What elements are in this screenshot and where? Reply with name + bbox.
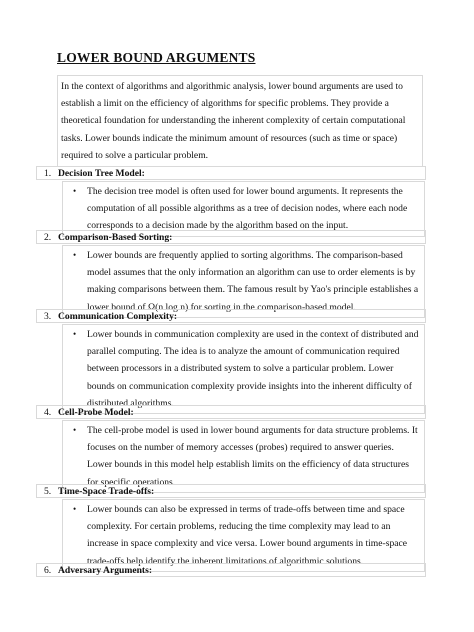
bullet-icon: • bbox=[73, 504, 77, 514]
list-item-communication-complexity bbox=[36, 309, 426, 414]
item-text: The decision tree model is often used for lower bound arguments. It represents the computation of all possible algorithms as a tree of decision nodes, where each node corresponds to a decision made by the algorithm based on the input. bbox=[87, 186, 408, 232]
item-number: 5. bbox=[44, 486, 52, 497]
item-heading-label: Communication Complexity: bbox=[58, 311, 178, 322]
list-item-decision-tree bbox=[36, 166, 426, 237]
item-number: 3. bbox=[44, 311, 52, 322]
item-body bbox=[62, 181, 425, 237]
item-heading-label: Time-Space Trade-offs: bbox=[58, 486, 155, 497]
list-item-cell-probe bbox=[36, 405, 426, 493]
list-item-adversary bbox=[36, 563, 426, 577]
item-number: 2. bbox=[44, 232, 52, 243]
item-text: Lower bounds in communication complexity are used in the context of distributed and parallel computing. The idea is to analyze the amount of communication required between processors in a distributed system to solve a particular problem. Lower bounds on communication complexity provide insights into the inherent difficulty of distributed algorithms. bbox=[87, 329, 419, 409]
item-text: Lower bounds are frequently applied to sorting algorithms. The comparison-based model assumes that the only information an algorithm can use to order elements is by making comparisons between them. The famous result by Yao's principle establishes a lower bound of Ω(n log n) for sorting in the comparison-based model. bbox=[87, 250, 419, 313]
item-heading-label: Cell-Probe Model: bbox=[58, 407, 134, 418]
intro-paragraph: In the context of algorithms and algorithmic analysis, lower bound arguments are used to establish a limit on the efficiency of algorithms for specific problems. They provide a theoretical foundation for understanding the inherent complexity of certain computational tasks. Lower bounds indicate the minimum amount of resources (such as time or space) required to solve a particular problem. bbox=[57, 75, 423, 167]
item-heading bbox=[36, 563, 426, 577]
item-text: Lower bounds can also be expressed in terms of trade-offs between time and space complexity. For certain problems, reducing the time complexity may lead to an increase in space complexity and vice versa. Lower bound arguments in time-space trade-offs help identify the inherent limitations of algorithmic solutions. bbox=[87, 504, 408, 567]
item-heading bbox=[36, 484, 426, 498]
item-body bbox=[62, 324, 425, 414]
item-body bbox=[62, 420, 425, 493]
bullet-icon: • bbox=[73, 250, 77, 260]
item-text: The cell-probe model is used in lower bound arguments for data structure problems. It focuses on the number of memory accesses (probes) required to answer queries. Lower bounds in this model help establish limits on the efficiency of data structures for specific operations. bbox=[87, 425, 418, 488]
item-heading-label: Decision Tree Model: bbox=[58, 168, 145, 179]
item-heading-label: Comparison-Based Sorting: bbox=[58, 232, 173, 243]
item-body bbox=[62, 245, 425, 318]
item-heading bbox=[36, 405, 426, 419]
bullet-icon: • bbox=[73, 425, 77, 435]
item-body bbox=[62, 499, 425, 572]
item-heading bbox=[36, 166, 426, 180]
document-title: LOWER BOUND ARGUMENTS bbox=[57, 50, 256, 65]
item-number: 1. bbox=[44, 168, 52, 179]
item-heading-label: Adversary Arguments: bbox=[58, 565, 153, 576]
bullet-icon: • bbox=[73, 186, 77, 196]
item-number: 6. bbox=[44, 565, 52, 576]
bullet-icon: • bbox=[73, 329, 77, 339]
list-item-comparison-sorting bbox=[36, 230, 426, 318]
list-item-time-space bbox=[36, 484, 426, 572]
item-number: 4. bbox=[44, 407, 52, 418]
item-heading bbox=[36, 230, 426, 244]
item-heading bbox=[36, 309, 426, 323]
